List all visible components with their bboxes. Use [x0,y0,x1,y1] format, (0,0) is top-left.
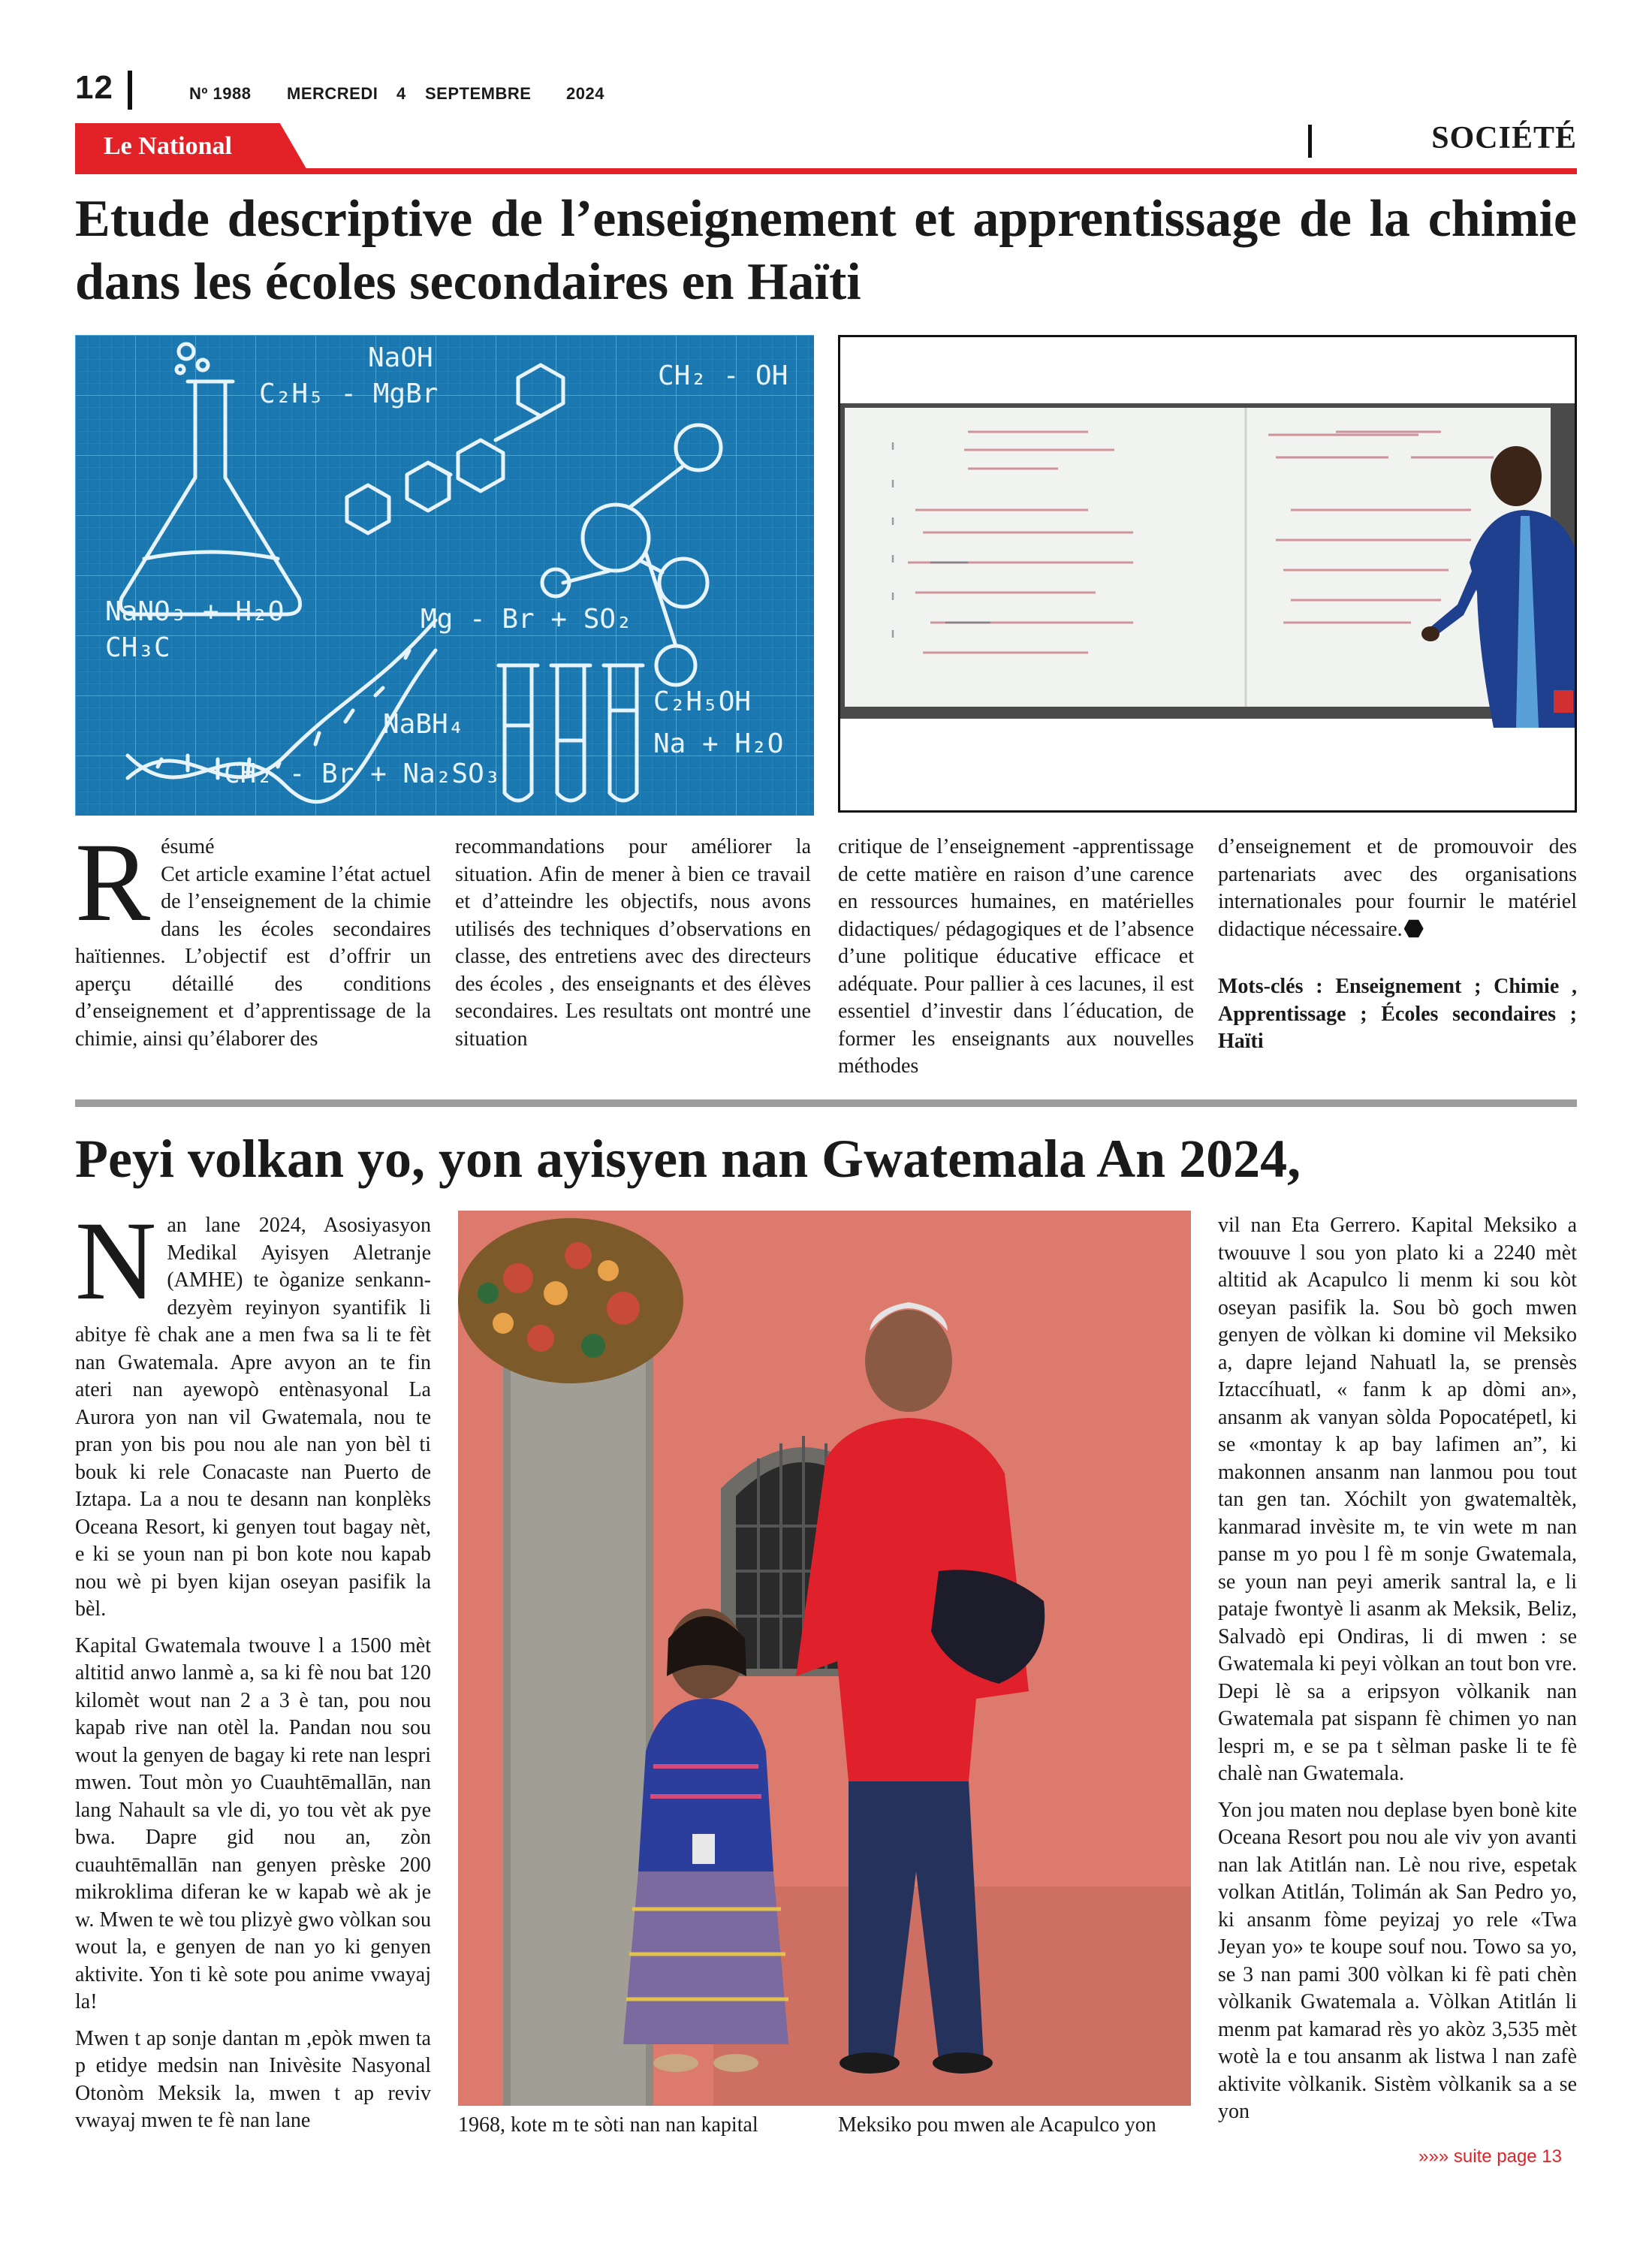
formula-text: C₂H₅ - MgBr [259,379,439,409]
formula-text: NaBH₄ [383,709,465,740]
article2-column-3 [1218,1212,1577,2135]
formula-text: C₂H₅OH [653,686,752,717]
article2-paragraph-3: Mwen t ap sonje dantan m ,epòk mwen ta p etidye medsin nan Inivèsite Nasyonal Otonòm Meksik la, mwen t ap reviv vwayaj mwen te fè nan lane [75,2026,431,2132]
section-divider [1308,125,1312,158]
issue-year: 2024 [566,84,604,103]
formula-text: CH₂ - OH [658,360,788,391]
issue-number: Nº 1988 [189,84,252,103]
abstract-text-3: critique de l’enseignement -apprentissage de cette matière en raison d’une carence en ressources humaines, en matérielles didactiques/ pédagogiques et de l’absence d’une politique éducative efficace et adéquate. Pour pallier à ces lacunes, il est essentiel d’investir dans l´éducation, de former les enseignants aux nouvelles méthodes [838,835,1194,1078]
abstract-column-2 [455,834,811,1053]
brand-name: Le National [104,132,232,160]
formula-text: NaNO₃ + H₂O [105,596,285,627]
formula-text: Na + H₂O [653,728,784,759]
article2-dropcap: N [75,1199,157,1323]
article2-paragraph-2: Kapital Gwatemala twouve l a 1500 mèt altitid anwo lanmè a, sa ki fè nou bat 120 kilomèt wout nan 2 a 3 è tan, pou nou kapab rive nan otèl la. Pandan nou sou wout la genyen de bagay ki rete nan lespri mwen. Tout mòn yo Cuauhtēmallān, nan lang Nahault sa vle di, yo tou vèt ak pye bwa. Dapre gid nou an, zòn cuauhtēmallān nan genyen prèske 200 mikroklima diferan ke w kapab wè ak je w. Mwen te wè tou plizyè gwo vòlkan sou wout la, e genyen de nan yo ki genyen aktivite. Yon ti kè sote pou anime vwayaj la! [75,1633,431,2013]
article1-headline: Etude descriptive de l’enseignement et apprentissage de la chimie dans les écoles secondaires en Haïti [75,190,1577,311]
abstract-column-3 [838,834,1194,1081]
abstract-column-1 [75,820,431,1053]
section-name: SOCIÉTÉ [1431,121,1577,155]
end-of-article-icon [1404,919,1424,939]
chemistry-blueprint-image [75,335,814,816]
abstract-text-1: Cet article examine l’état actuel de l’enseignement de la chimie dans les écoles secondaires haïtiennes. L’objectif est d’offrir un aperçu détaillé des conditions d’enseignement et d’apprentissage de la chimie, ainsi qu’élaborer des [75,862,431,1051]
formula-text: NaOH [368,342,433,373]
header-rule [75,168,1577,174]
page-number: 12 [75,69,113,106]
abstract-text-4: d’enseignement et de promouvoir des partenariats avec des organisations internationales pour fournir le matériel didactique nécessaire. [1218,835,1577,941]
abstract-dropcap: R [75,820,151,945]
continued-on-page-link[interactable]: »»» suite page 13 [1418,2146,1562,2167]
abstract-text-2: recommandations pour améliorer la situation. Afin de mener à bien ce travail et d’atteindre les objectifs, nous avons utilisés des techniques d’observations en classe, des entretiens avec des directeurs des écoles , des enseignants et des élèves secondaires. Les resultats ont montré une situation [455,835,811,1051]
issue-month: SEPTEMBRE [425,84,532,103]
issue-day: 4 [396,84,406,103]
photo-caption-right: Meksiko pou mwen ale Acapulco yon [838,2113,1156,2137]
article2-paragraph-1: an lane 2024, Asosiyasyon Medikal Ayisyen Aletranje (AMHE) te òganize senkann-dezyèm reyinyon syantifik li abitye fè chak ane a men fwa sa li te fèt nan Gwatemala. Apre avyon an te fin ateri nan ayewopò entènasyonal La Aurora yon nan vil Gwatemala, nou te pran yon bis pou nou ale nan yon bèl ti bouk ki rele Conacaste nan Puerto de Iztapa. La a nou te desann nan konplèks Oceana Resort, ki genyen tout bagay nèt, e ki se youn nan pi bon kote nou kapab nou wè pi byen kijan oseyan pasifik la bèl. [75,1214,431,1621]
formula-text: Mg - Br + SO₂ [421,604,632,635]
page-number-divider [128,71,132,110]
article2-paragraph-4: vil nan Eta Gerrero. Kapital Meksiko a twouuve l sou yon plato ki a 2240 mèt altitid ak Acapulco li menm ki sou kòt oseyan pasifik la. Sou bò goch mwen genyen de vòlkan ki domine vil Meksiko a, dapre lejand Nahuatl la, se prensès Iztaccíhuatl, « fanm k ap dòmi an», ansanm ak vanyan sòlda Popocatépetl, ki se «montay k ap bay lafimen an”, ki makonnen ansanm nan lanmou pou tout tan gen tan. Xóchilt yon gwatemaltèk, kanmarad invèsite m, te vin wete m nan panse m yo pou l fè m sonje Gwatemala, se youn nan peyi amerik santral la, e li pataje fwontyè li asanm ak Meksik, Beliz, Salvadò epi Ondiras, li di mwen : se Gwatemala ki peyi vòlkan an tout bon vre. Depi lè sa a eripsyon vòlkanik nan Gwatemala pat sispann fè chimen yo nan lespri m, e se pa t sèlman paske li te fè chalè nan Gwatemala. [1218,1214,1577,1785]
photo-caption-left: 1968, kote m te sòti nan nan kapital [458,2113,758,2137]
classroom-whiteboard-photo [838,335,1577,813]
article2-column-1 [75,1199,431,2144]
article2-paragraph-5: Yon jou maten nou deplase byen bonè kite Oceana Resort pou nou ale viv yon avanti nan lak Atitlán nan. Lè nou rive, espetak volkan Atitlán, Tolimán ak San Pedro yo, ki ansanm fòme peyizaj yo rele «Twa Jeyan yo» te koupe souf nou. Towo sa yo, se 3 nan pami 300 vòlkan ki fè pati chèn vòlkanik Gwatemala a. Vòlkan Atitlán li menm pat kamarad rès yo akòz 3,535 mèt wotè la e tou ansanm ak listwa l nan zafè aktivite vòlkanik. Sistèm vòlkanik sa a se yon [1218,1798,1577,2123]
article2-headline: Peyi volkan yo, yon ayisyen nan Gwatemala An 2024, [75,1129,1301,1189]
article-separator [75,1099,1577,1107]
keywords: Mots-clés : Enseignement ; Chimie , Apprentissage ; Écoles secondaires ; Haïti [1218,975,1577,1053]
travel-photo-couple [458,1211,1191,2106]
abstract-column-4 [1218,834,1577,1056]
formula-text: CH₂ - Br + Na₂SO₃ [224,759,501,789]
abstract-title: ésumé [161,835,215,858]
formula-text: CH₃C [105,632,170,663]
issue-weekday: MERCREDI [287,84,378,103]
